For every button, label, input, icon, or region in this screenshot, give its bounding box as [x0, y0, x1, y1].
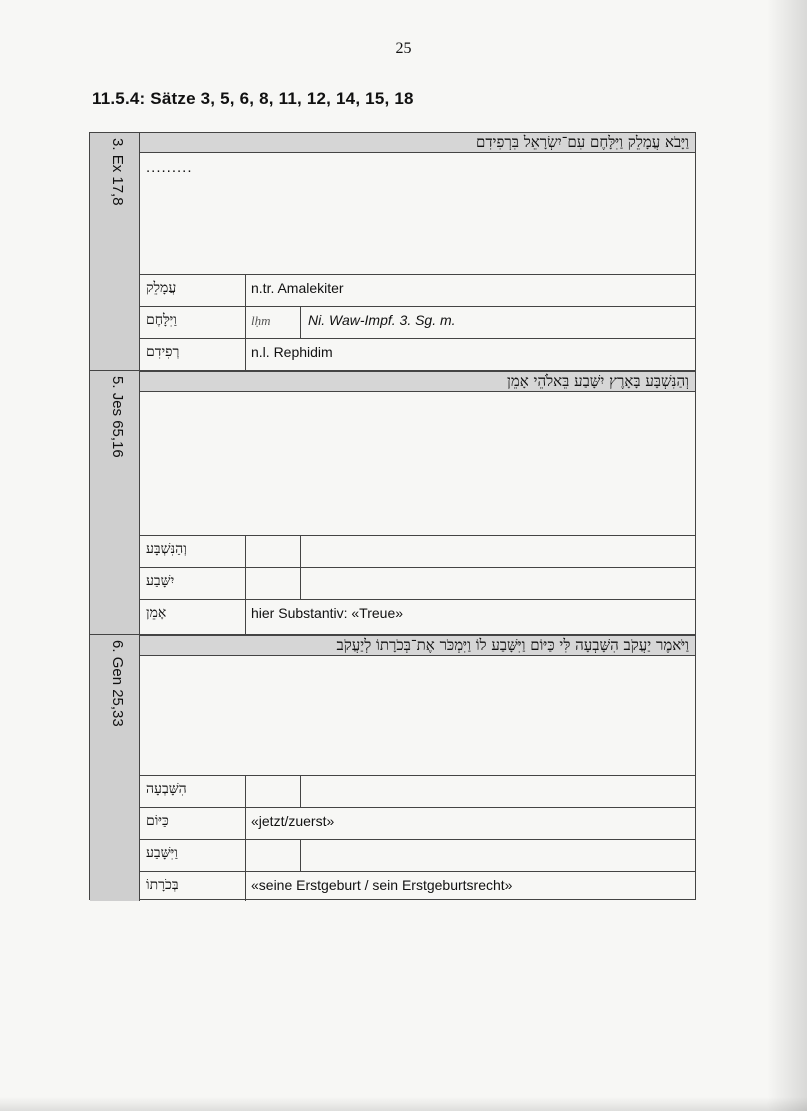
vocab-parse: Ni. Waw-Impf. 3. Sg. m. [308, 312, 456, 328]
vocab-word: כַּיּוֹם [146, 813, 169, 829]
hebrew-sentence: וַיָּבֹא עֲמָלֵק וַיִּלָּחֶם עִם־יִשְׂרָאֵל בִּרְפִידִם [140, 133, 695, 153]
vocab-word: רְפִידִם [146, 344, 180, 360]
vocab-gloss: hier Substantiv: «Treue» [251, 605, 404, 621]
vocab-gloss: «seine Erstgeburt / sein Erstgeburtsrecht» [251, 877, 513, 893]
vocab-word: וַיִּלָּחֶם [146, 312, 177, 328]
sentence-reference-cell [90, 635, 140, 901]
vocab-gloss: n.l. Rephidim [251, 344, 333, 360]
vocab-gloss: «jetzt/zuerst» [251, 813, 335, 829]
worksheet-table [89, 132, 696, 900]
hebrew-sentence: וַיֹּאמֶר יַעֲקֹב הִשָּׁבְעָה לִּי כַּיּוֹם וַיִּשָּׁבַע לוֹ וַיִּמְכֹּר אֶת־בְּכֹרָתוֹ לְיַעֲקֹב [140, 636, 695, 656]
vocab-word: אָמֵן [146, 605, 167, 621]
section-heading: 11.5.4: Sätze 3, 5, 6, 8, 11, 12, 14, 15, 18 [92, 89, 414, 108]
page-number: 25 [395, 40, 412, 57]
page-edge-shadow [767, 0, 807, 1111]
vocab-word: הִשָּׁבְעָה [146, 781, 187, 797]
page-bottom-shadow [0, 1097, 807, 1111]
sentence-reference-cell [90, 371, 140, 634]
vocab-gloss: n.tr. Amalekiter [251, 280, 344, 296]
hebrew-sentence: וְהַנִּשְׁבָּע בָּאָרֶץ יִשָּׁבַע בֵּאלֹהֵי אָמֵן [140, 372, 695, 392]
vocab-word: עֲמָלֵק [146, 280, 177, 296]
vocab-word: וַיִּשָּׁבַע [146, 845, 178, 861]
vocab-root: lḥm [251, 313, 271, 328]
vocab-word: בְּכֹרָתוֹ [146, 877, 179, 893]
translation-field[interactable]: ......... [146, 159, 193, 176]
sentence-reference: 3. Ex 17,8 [109, 138, 126, 206]
vocab-word: וְהַנִּשְׁבָּע [146, 541, 187, 557]
sentence-reference: 5. Jes 65,16 [109, 376, 126, 458]
vocab-word: יִשָּׁבַע [146, 573, 175, 589]
sentence-reference-cell [90, 133, 140, 370]
sentence-reference: 6. Gen 25,33 [109, 640, 126, 727]
